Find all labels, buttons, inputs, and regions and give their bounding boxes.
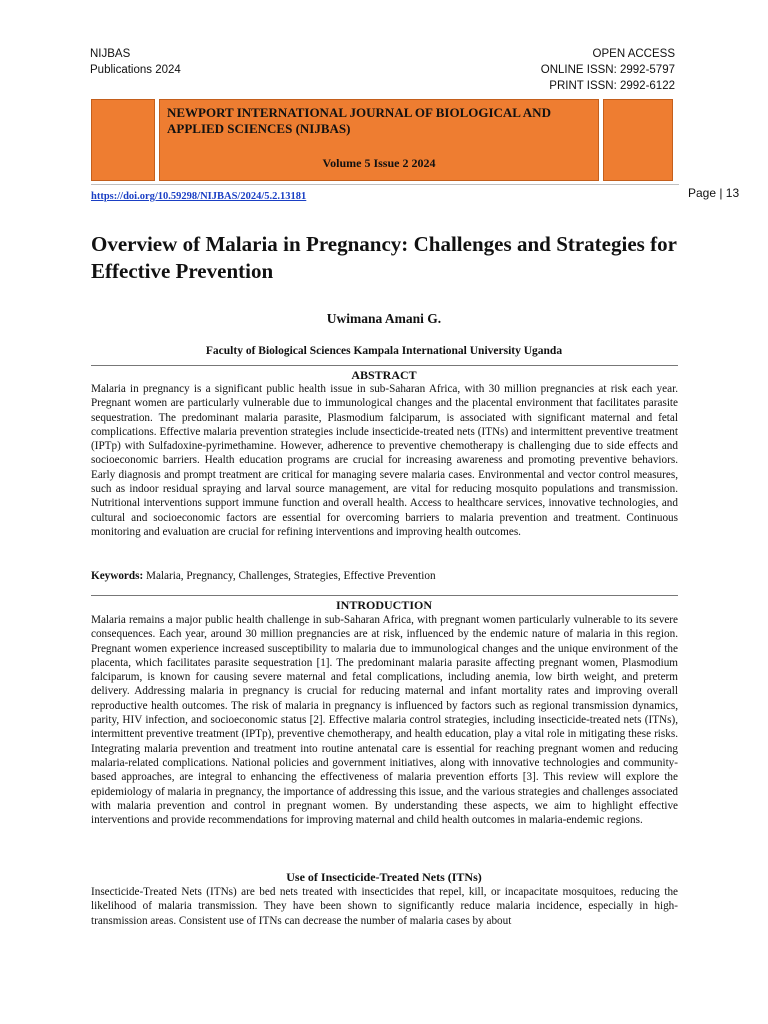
introduction-heading: INTRODUCTION	[335, 598, 432, 612]
volume-issue: Volume 5 Issue 2 2024	[322, 156, 436, 170]
print-issn: PRINT ISSN: 2992-6122	[549, 80, 675, 92]
online-issn: ONLINE ISSN: 2992-5797	[540, 64, 675, 76]
keywords-label: Keywords:	[91, 570, 144, 582]
doi-link[interactable]: https://doi.org/10.59298/NIJBAS/2024/5.2.13181	[91, 191, 307, 202]
publication-year: Publications 2024	[90, 64, 181, 76]
abstract-rule	[91, 365, 678, 366]
paper-title: Overview of Malaria in Pregnancy: Challenges and Strategies for Effective Prevention	[91, 232, 677, 283]
banner-block-right	[603, 99, 673, 181]
itn-text: Insecticide-Treated Nets (ITNs) are bed nets treated with insecticides that repel, kill, or incapacitate mosquitoes, reducing the likelihood of malaria transmission. They have been shown to significantly reduce malaria incidence, especially in high-transmission areas. Consistent use of ITNs can decrease the number of malaria cases by about	[91, 886, 678, 927]
open-access-label: OPEN ACCESS	[592, 48, 675, 60]
header-rule	[91, 184, 679, 185]
journal-abbrev: NIJBAS	[90, 48, 131, 60]
journal-name: NEWPORT INTERNATIONAL JOURNAL OF BIOLOGICAL AND APPLIED SCIENCES (NIJBAS)	[167, 105, 551, 136]
keywords	[91, 570, 436, 582]
banner-block-left	[91, 99, 155, 181]
itn-heading: Use of Insecticide-Treated Nets (ITNs)	[286, 870, 482, 884]
journal-banner	[91, 99, 673, 181]
author-affiliation: Faculty of Biological Sciences Kampala International University Uganda	[205, 345, 563, 357]
page-number: Page | 13	[688, 186, 740, 200]
journal-header-left	[90, 46, 181, 78]
keywords-list: Malaria, Pregnancy, Challenges, Strategies, Effective Prevention	[146, 570, 436, 582]
journal-header-right	[541, 46, 675, 94]
author-name: Uwimana Amani G.	[326, 311, 442, 326]
introduction-text: Malaria remains a major public health challenge in sub-Saharan Africa, with pregnant women particularly vulnerable to its severe consequences. Each year, around 30 million pregnancies are at risk, influenced by the endemic nature of malaria in this region. Pregnant women experience increased susceptibility to malaria due to immunological changes and the unique environment of the placenta, which facilitates parasite sequestration [1]. The predominant malaria parasite affecting pregnant women, Plasmodium falciparum, is known for causing severe maternal and fetal complications, including anemia, low birth weight, and preterm delivery. Addressing malaria in pregnancy is crucial for reducing maternal and infant mortality rates and improving overall reproductive health outcomes. The risk of malaria in pregnancy is influenced by factors such as regional transmission dynamics, parity, HIV infection, and socioeconomic status [2]. Effective malaria control strategies, including insecticide-treated nets (ITNs), intermittent preventive treatment (IPTp), preventive chemotherapy, and health education, play a vital role in mitigating these risks. Integrating malaria prevention and treatment into routine antenatal care is essential for reaching pregnant women and reducing malaria-related complications. National policies and government initiatives, along with innovative technologies and community-based approaches, are integral to enhancing the effectiveness of malaria prevention efforts [3]. This review will explore the epidemiology of malaria in pregnancy, the importance of addressing this issue, and the various strategies and challenges associated with malaria prevention and control in pregnant women. By understanding these aspects, we aim to highlight effective interventions and provide recommendations for improving maternal and child health outcomes in malaria-endemic regions.	[91, 614, 678, 827]
abstract-text: Malaria in pregnancy is a significant public health issue in sub-Saharan Africa, with 30 million pregnancies at risk each year. Pregnant women are particularly vulnerable due to immunological changes and the placental environment that facilitates parasite sequestration. The predominant malaria parasite, Plasmodium falciparum, is associated with significant maternal and fetal complications. Effective malaria prevention strategies include insecticide-treated nets (ITNs) and intermittent preventive treatment (IPTp) with Sulfadoxine-pyrimethamine. However, adherence to preventive chemotherapy is challenging due to side effects and socioeconomic barriers. Health education programs are crucial for increasing awareness and promoting preventive behaviors. Early diagnosis and prompt treatment are critical for managing severe malaria cases. Environmental and vector control measures, such as indoor residual spraying and larval source management, are vital for reducing mosquito populations and transmission. Nutritional interventions support immune function and overall health. Access to healthcare services, innovative technologies, and cultural and socioeconomic factors are essential for overcoming barriers to malaria prevention and treatment. Continuous monitoring and evaluation are crucial for refining interventions and improving health outcomes.	[91, 383, 678, 538]
intro-rule	[91, 595, 678, 596]
abstract-heading: ABSTRACT	[351, 368, 417, 382]
